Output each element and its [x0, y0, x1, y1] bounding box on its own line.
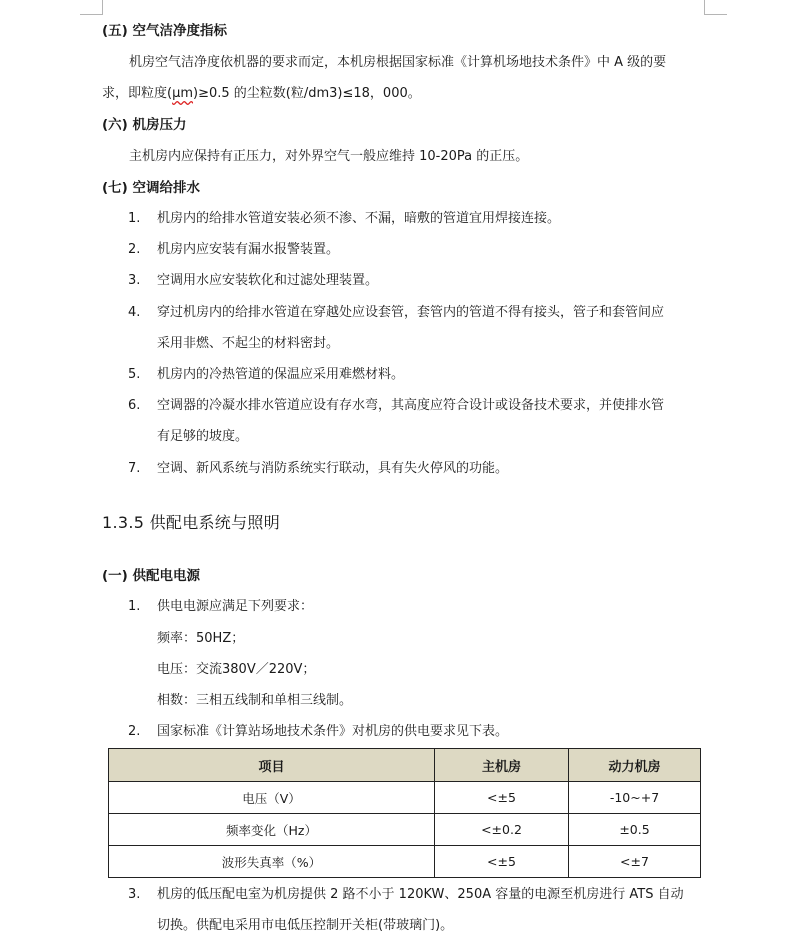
list-item-text: 空调用水应安装软化和过滤处理装置。	[157, 273, 379, 288]
list-number: 6.	[128, 398, 141, 413]
table-cell: 电压（V）	[109, 782, 435, 814]
list-number: 7.	[128, 461, 141, 476]
section-heading-hvac-water: (七) 空调给排水	[102, 180, 201, 196]
list-item-text: 空调、新风系统与消防系统实行联动，具有失火停风的功能。	[157, 461, 509, 476]
table-cell: ±0.5	[569, 814, 701, 846]
table-row	[109, 782, 701, 814]
table-header-cell: 主机房	[435, 749, 569, 782]
list-item-text: 国家标准《计算站场地技术条件》对机房的供电要求见下表。	[157, 724, 509, 739]
table-header-cell: 动力机房	[569, 749, 701, 782]
list-item-text: 机房的低压配电室为机房提供 2 路不小于 120KW、250A 容量的电源至机房进行 ATS 自动	[157, 887, 684, 902]
section-heading-power-source: (一) 供配电电源	[102, 568, 201, 584]
list-item-text: 穿过机房内的给排水管道在穿越处应设套管，套管内的管道不得有接头，管子和套管间应	[157, 305, 665, 320]
power-requirement-frequency: 频率：50HZ；	[157, 631, 245, 646]
page-corner-mark-right	[704, 0, 727, 15]
table-row	[109, 814, 701, 846]
table-cell: <±7	[569, 846, 701, 878]
table-header-cell: 项目	[109, 749, 435, 782]
table-cell: <±5	[435, 782, 569, 814]
paragraph-air-cleanliness-line1: 机房空气洁净度依机器的要求而定，本机房根据国家标准《计算机场地技术条件》中 A 级的要	[129, 55, 667, 70]
list-item-text: 机房内的冷热管道的保温应采用难燃材料。	[157, 367, 405, 382]
power-requirements-table	[108, 748, 701, 878]
list-number: 3.	[128, 887, 141, 902]
table-cell: 波形失真率（%）	[109, 846, 435, 878]
spellcheck-marked-word[interactable]: μm	[172, 86, 194, 101]
list-number: 1.	[128, 599, 141, 614]
list-item-text-continued: 采用非燃、不起尘的材料密封。	[157, 336, 340, 351]
list-number: 5.	[128, 367, 141, 382]
list-number: 3.	[128, 273, 141, 288]
page-corner-mark-left	[80, 0, 103, 15]
table-cell: 频率变化（Hz）	[109, 814, 435, 846]
table-cell: -10~+7	[569, 782, 701, 814]
list-number: 1.	[128, 211, 141, 226]
table-header-row	[109, 749, 701, 782]
list-number: 2.	[128, 724, 141, 739]
section-heading-air-cleanliness: (五) 空气洁净度指标	[102, 23, 228, 39]
list-item-text: 供电电源应满足下列要求：	[157, 599, 314, 614]
paragraph-text: 求，即粒度(	[102, 86, 173, 101]
section-heading-room-pressure: (六) 机房压力	[102, 117, 187, 133]
table-row	[109, 846, 701, 878]
paragraph-text: )≥0.5 的尘粒数(粒/dm3)≤18，000。	[193, 86, 421, 101]
power-requirement-voltage: 电压：交流380V／220V；	[157, 662, 316, 677]
list-item-text-continued: 切换。供配电采用市电低压控制开关柜(带玻璃门)。	[157, 918, 454, 933]
paragraph-room-pressure: 主机房内应保持有正压力，对外界空气一般应维持 10-20Pa 的正压。	[129, 149, 529, 164]
list-item-text: 空调器的冷凝水排水管道应设有存水弯，其高度应符合设计或设备技术要求，并使排水管	[157, 398, 665, 413]
section-title-power-lighting: 1.3.5 供配电系统与照明	[102, 513, 280, 532]
table-cell: <±0.2	[435, 814, 569, 846]
table-cell: <±5	[435, 846, 569, 878]
list-item-text: 机房内应安装有漏水报警装置。	[157, 242, 340, 257]
list-number: 2.	[128, 242, 141, 257]
list-number: 4.	[128, 305, 141, 320]
list-item-text: 机房内的给排水管道安装必须不渗、不漏，暗敷的管道宜用焊接连接。	[157, 211, 561, 226]
list-item-text-continued: 有足够的坡度。	[157, 429, 249, 444]
paragraph-air-cleanliness-line2	[102, 86, 421, 102]
power-requirement-phases: 相数：三相五线制和单相三线制。	[157, 693, 353, 708]
